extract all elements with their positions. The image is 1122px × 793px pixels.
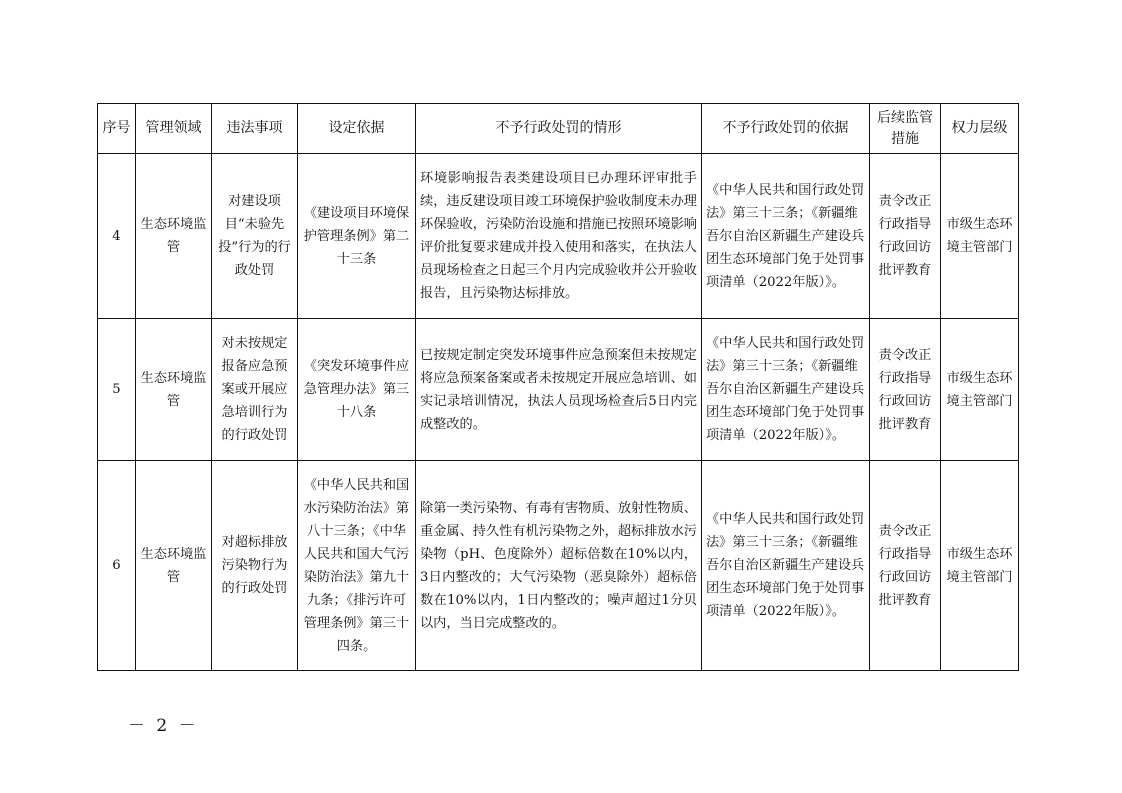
cell-circumstance: 已按规定制定突发环境事件应急预案但未按规定将应急预案备案或者未按规定开展应急培训、如实记录培训情况，执法人员现场检查后5日内完成整改的。 (416, 319, 702, 461)
cell-no: 5 (98, 319, 136, 461)
cell-domain: 生态环境监管 (136, 154, 212, 319)
cell-item: 对建设项目“未验先投”行为的行政处罚 (212, 154, 298, 319)
cell-circumstance: 除第一类污染物、有毒有害物质、放射性物质、重金属、持久性有机污染物之外，超标排放水污染物（pH、色度除外）超标倍数在10%以内，3日内整改的；大气污染物（恶臭除外）超标倍数在10%以内，1日内整改的；噪声超过1分贝以内，当日完成整改的。 (416, 461, 702, 671)
header-item: 违法事项 (212, 104, 298, 154)
cell-measures: 责令改正行政指导行政回访批评教育 (870, 154, 941, 319)
table-row (98, 319, 1019, 461)
cell-domain: 生态环境监管 (136, 461, 212, 671)
table-header-row (98, 104, 1019, 154)
penalty-exemption-table (97, 103, 1019, 671)
header-circumstance: 不予行政处罚的情形 (416, 104, 702, 154)
header-level: 权力层级 (941, 104, 1019, 154)
cell-item: 对超标排放污染物行为的行政处罚 (212, 461, 298, 671)
cell-domain: 生态环境监管 (136, 319, 212, 461)
cell-measures: 责令改正行政指导行政回访批评教育 (870, 319, 941, 461)
table-row (98, 461, 1019, 671)
cell-basis: 《突发环境事件应急管理办法》第三十八条 (298, 319, 416, 461)
header-measures: 后续监管措施 (870, 104, 941, 154)
cell-item: 对未按规定报备应急预案或开展应急培训行为的行政处罚 (212, 319, 298, 461)
cell-measures: 责令改正行政指导行政回访批评教育 (870, 461, 941, 671)
cell-circumstance: 环境影响报告表类建设项目已办理环评审批手续，违反建设项目竣工环境保护验收制度未办理环保验收，污染防治设施和措施已按照环境影响评价批复要求建成并投入使用和落实，在执法人员现场检查之日起三个月内完成验收并公开验收报告，且污染物达标排放。 (416, 154, 702, 319)
page-number: － 2 － (128, 716, 199, 736)
cell-no-penalty-basis: 《中华人民共和国行政处罚法》第三十三条；《新疆维吾尔自治区新疆生产建设兵团生态环境部门免于处罚事项清单（2022年版）》。 (702, 319, 870, 461)
cell-no: 6 (98, 461, 136, 671)
cell-level: 市级生态环境主管部门 (941, 461, 1019, 671)
cell-level: 市级生态环境主管部门 (941, 154, 1019, 319)
table-row (98, 154, 1019, 319)
cell-no-penalty-basis: 《中华人民共和国行政处罚法》第三十三条；《新疆维吾尔自治区新疆生产建设兵团生态环境部门免于处罚事项清单（2022年版）》。 (702, 154, 870, 319)
cell-level: 市级生态环境主管部门 (941, 319, 1019, 461)
header-no: 序号 (98, 104, 136, 154)
cell-no: 4 (98, 154, 136, 319)
cell-no-penalty-basis: 《中华人民共和国行政处罚法》第三十三条；《新疆维吾尔自治区新疆生产建设兵团生态环境部门免于处罚事项清单（2022年版）》。 (702, 461, 870, 671)
cell-basis: 《中华人民共和国水污染防治法》第八十三条；《中华人民共和国大气污染防治法》第九十九条；《排污许可管理条例》第三十四条。 (298, 461, 416, 671)
header-domain: 管理领域 (136, 104, 212, 154)
cell-basis: 《建设项目环境保护管理条例》第二十三条 (298, 154, 416, 319)
header-no-penalty-basis: 不予行政处罚的依据 (702, 104, 870, 154)
header-basis: 设定依据 (298, 104, 416, 154)
